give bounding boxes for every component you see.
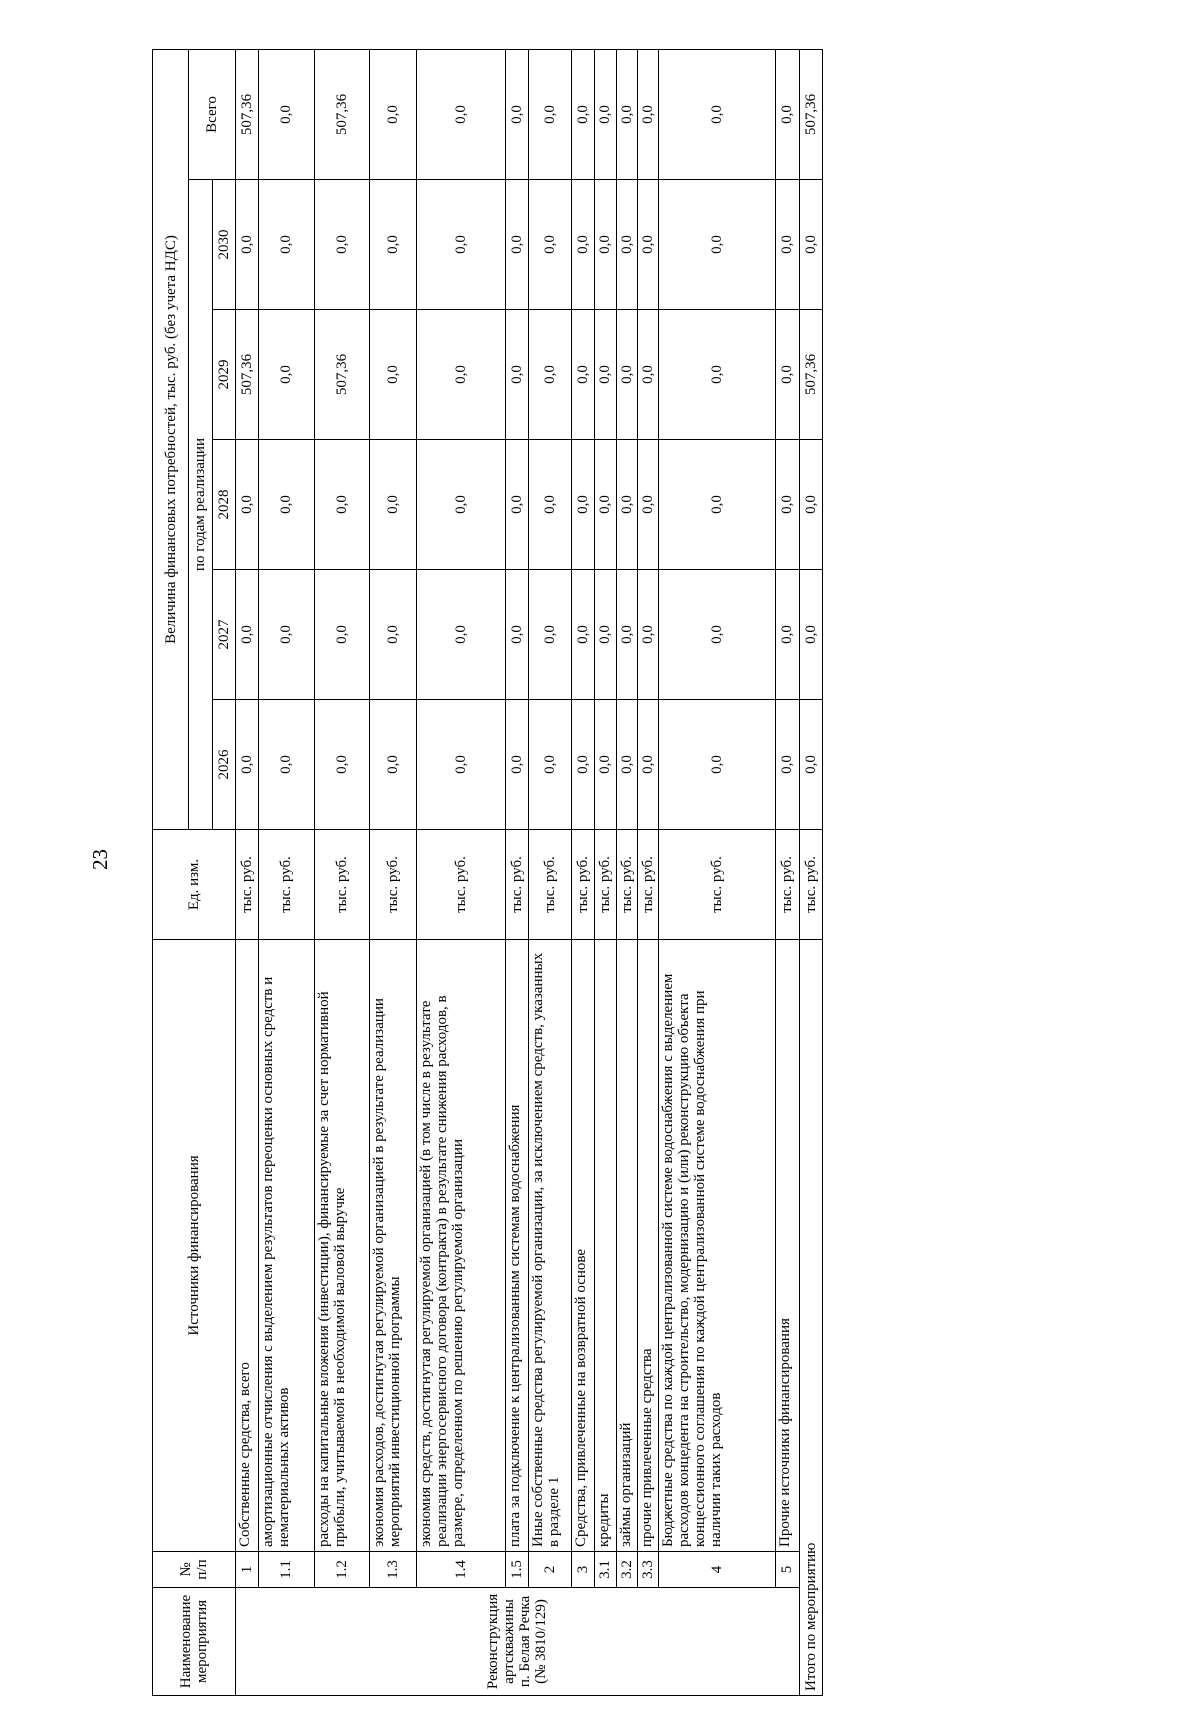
- table-row: [637, 50, 658, 1696]
- row-year-value: 0,0: [659, 570, 776, 700]
- row-year-value: 0,0: [776, 700, 799, 830]
- row-source: займы организаций: [616, 940, 637, 1552]
- row-year-value: 507,36: [314, 310, 369, 440]
- row-unit: тыс. руб.: [637, 830, 658, 940]
- total-row-value: 0,0: [799, 570, 823, 700]
- row-total-value: 0,0: [416, 50, 505, 180]
- row-unit: тыс. руб.: [314, 830, 369, 940]
- page-number: 23: [88, 849, 112, 870]
- row-year-value: 0,0: [616, 570, 637, 700]
- row-year-value: 0,0: [616, 310, 637, 440]
- row-year-value: 0,0: [571, 310, 594, 440]
- row-year-value: 0,0: [776, 180, 799, 310]
- total-row-value: 507,36: [799, 310, 823, 440]
- row-source: прочие привлеченные средства: [637, 940, 658, 1552]
- row-year-value: 0,0: [416, 570, 505, 700]
- total-row: [799, 50, 823, 1696]
- row-year-value: 0,0: [235, 440, 258, 570]
- row-unit: тыс. руб.: [595, 830, 616, 940]
- row-year-value: 0,0: [506, 180, 529, 310]
- row-num: 1.4: [416, 1552, 505, 1588]
- table-row: [506, 50, 529, 1696]
- header-year: 2030: [212, 180, 235, 310]
- row-year-value: 0,0: [235, 570, 258, 700]
- row-num: 1.2: [314, 1552, 369, 1588]
- table-row: [571, 50, 594, 1696]
- row-year-value: 0,0: [637, 180, 658, 310]
- row-year-value: 0,0: [314, 700, 369, 830]
- row-year-value: 0,0: [776, 310, 799, 440]
- row-year-value: 0,0: [259, 700, 314, 830]
- row-total-value: 0,0: [616, 50, 637, 180]
- row-num: 3.3: [637, 1552, 658, 1588]
- row-source: плата за подключение к централизованным системам водоснабжения: [506, 940, 529, 1552]
- row-year-value: 0,0: [776, 570, 799, 700]
- row-year-value: 0,0: [314, 180, 369, 310]
- row-num: 3.2: [616, 1552, 637, 1588]
- row-year-value: 0,0: [416, 180, 505, 310]
- row-year-value: 0,0: [416, 310, 505, 440]
- header-year: 2029: [212, 310, 235, 440]
- total-row-value: 0,0: [799, 700, 823, 830]
- row-num: 1.5: [506, 1552, 529, 1588]
- row-num: 1.3: [369, 1552, 416, 1588]
- row-year-value: 0,0: [595, 700, 616, 830]
- table-row: [659, 50, 776, 1696]
- row-year-value: 0,0: [529, 180, 572, 310]
- row-year-value: 0,0: [637, 570, 658, 700]
- row-unit: тыс. руб.: [529, 830, 572, 940]
- row-source: кредиты: [595, 940, 616, 1552]
- row-year-value: 0,0: [416, 700, 505, 830]
- row-year-value: 0,0: [659, 440, 776, 570]
- row-year-value: 0,0: [571, 180, 594, 310]
- row-unit: тыс. руб.: [571, 830, 594, 940]
- header-year: 2026: [212, 700, 235, 830]
- row-total-value: 0,0: [506, 50, 529, 180]
- row-total-value: 0,0: [571, 50, 594, 180]
- row-total-value: 0,0: [776, 50, 799, 180]
- row-total-value: 507,36: [235, 50, 258, 180]
- row-year-value: 0,0: [506, 570, 529, 700]
- table-row: [776, 50, 799, 1696]
- measure-name: Реконструкция артскважины п. Белая Речка (№ 3810/129): [235, 1588, 799, 1696]
- row-num: 1: [235, 1552, 258, 1588]
- financing-table: [152, 49, 823, 1696]
- table-row: [259, 50, 314, 1696]
- table-row: [529, 50, 572, 1696]
- header-name: Наименование мероприятия: [153, 1588, 236, 1696]
- row-year-value: 0,0: [235, 700, 258, 830]
- row-year-value: 0,0: [259, 310, 314, 440]
- row-source: Бюджетные средства по каждой централизованной системе водоснабжения с выделением расходов концедента на строительство, модернизацию и (или) реконструкцию объекта концессионного соглашения по каждой централизованной системе водоснабжения при наличии таких расходов: [659, 940, 776, 1552]
- row-year-value: 0,0: [571, 570, 594, 700]
- row-num: 4: [659, 1552, 776, 1588]
- rotated-table-container: [152, 50, 823, 1696]
- row-year-value: 0,0: [595, 310, 616, 440]
- row-year-value: 0,0: [259, 570, 314, 700]
- row-year-value: 0,0: [529, 700, 572, 830]
- header-total: Всего: [189, 50, 236, 180]
- table-row: [235, 50, 258, 1696]
- row-year-value: 0,0: [595, 180, 616, 310]
- header-year: 2027: [212, 570, 235, 700]
- row-total-value: 507,36: [314, 50, 369, 180]
- row-year-value: 0,0: [369, 570, 416, 700]
- row-year-value: 0,0: [369, 700, 416, 830]
- row-year-value: 0,0: [637, 310, 658, 440]
- header-row-1: [153, 50, 189, 1696]
- row-total-value: 0,0: [529, 50, 572, 180]
- table-row: [616, 50, 637, 1696]
- header-source: Источники финансирования: [153, 940, 236, 1552]
- row-total-value: 0,0: [595, 50, 616, 180]
- row-year-value: 0,0: [571, 440, 594, 570]
- table-row: [595, 50, 616, 1696]
- row-unit: тыс. руб.: [776, 830, 799, 940]
- row-year-value: 0,0: [416, 440, 505, 570]
- row-num: 3.1: [595, 1552, 616, 1588]
- header-num: № п/п: [153, 1552, 236, 1588]
- row-year-value: 0,0: [259, 180, 314, 310]
- row-year-value: 0,0: [776, 440, 799, 570]
- header-value-group: Величина финансовых потребностей, тыс. руб. (без учета НДС): [153, 50, 189, 830]
- row-num: 3: [571, 1552, 594, 1588]
- header-unit: Ед. изм.: [153, 830, 236, 940]
- row-year-value: 0,0: [506, 700, 529, 830]
- row-year-value: 0,0: [529, 310, 572, 440]
- row-year-value: 0,0: [637, 440, 658, 570]
- row-unit: тыс. руб.: [259, 830, 314, 940]
- total-row-value: 0,0: [799, 440, 823, 570]
- row-year-value: 0,0: [314, 570, 369, 700]
- total-row-value: 507,36: [799, 50, 823, 180]
- row-year-value: 0,0: [369, 310, 416, 440]
- row-source: Прочие источники финансирования: [776, 940, 799, 1552]
- row-source: Средства, привлеченные на возвратной основе: [571, 940, 594, 1552]
- table-row: [416, 50, 505, 1696]
- row-year-value: 0,0: [659, 310, 776, 440]
- row-year-value: 0,0: [369, 180, 416, 310]
- table-row: [369, 50, 416, 1696]
- row-year-value: 0,0: [571, 700, 594, 830]
- row-year-value: 0,0: [369, 440, 416, 570]
- row-year-value: 0,0: [616, 700, 637, 830]
- row-unit: тыс. руб.: [369, 830, 416, 940]
- row-year-value: 0,0: [659, 700, 776, 830]
- row-year-value: 0,0: [595, 570, 616, 700]
- row-year-value: 507,36: [235, 310, 258, 440]
- total-row-unit: тыс. руб.: [799, 830, 823, 940]
- row-year-value: 0,0: [506, 310, 529, 440]
- row-unit: тыс. руб.: [616, 830, 637, 940]
- row-year-value: 0,0: [314, 440, 369, 570]
- row-total-value: 0,0: [637, 50, 658, 180]
- row-year-value: 0,0: [259, 440, 314, 570]
- row-year-value: 0,0: [529, 570, 572, 700]
- row-year-value: 0,0: [616, 180, 637, 310]
- row-total-value: 0,0: [659, 50, 776, 180]
- row-num: 5: [776, 1552, 799, 1588]
- row-year-value: 0,0: [235, 180, 258, 310]
- row-total-value: 0,0: [369, 50, 416, 180]
- header-year: 2028: [212, 440, 235, 570]
- row-unit: тыс. руб.: [235, 830, 258, 940]
- row-year-value: 0,0: [529, 440, 572, 570]
- header-by-years: по годам реализации: [189, 180, 212, 830]
- row-year-value: 0,0: [506, 440, 529, 570]
- row-year-value: 0,0: [616, 440, 637, 570]
- row-source: Собственные средства, всего: [235, 940, 258, 1552]
- total-row-value: 0,0: [799, 180, 823, 310]
- row-total-value: 0,0: [259, 50, 314, 180]
- total-row-label: Итого по мероприятию: [799, 940, 823, 1696]
- row-unit: тыс. руб.: [506, 830, 529, 940]
- row-num: 1.1: [259, 1552, 314, 1588]
- row-source: амортизационные отчисления с выделением результатов переоценки основных средств и нематериальных активов: [259, 940, 314, 1552]
- row-year-value: 0,0: [595, 440, 616, 570]
- row-unit: тыс. руб.: [659, 830, 776, 940]
- row-source: Иные собственные средства регулируемой организации, за исключением средств, указанных в разделе 1: [529, 940, 572, 1552]
- table-row: [314, 50, 369, 1696]
- row-year-value: 0,0: [637, 700, 658, 830]
- row-source: экономия расходов, достигнутая регулируемой организацией в результате реализации мероприятий инвестиционной программы: [369, 940, 416, 1552]
- row-source: расходы на капитальные вложения (инвестиции), финансируемые за счет нормативной прибыли, учитываемой в необходимой валовой выручке: [314, 940, 369, 1552]
- row-unit: тыс. руб.: [416, 830, 505, 940]
- row-year-value: 0,0: [659, 180, 776, 310]
- row-num: 2: [529, 1552, 572, 1588]
- row-source: экономия средств, достигнутая регулируемой организацией (в том числе в результате реализации энергосервисного договора (контракта) в результате снижения расходов, в размере, определенном по решению регулируемой организации: [416, 940, 505, 1552]
